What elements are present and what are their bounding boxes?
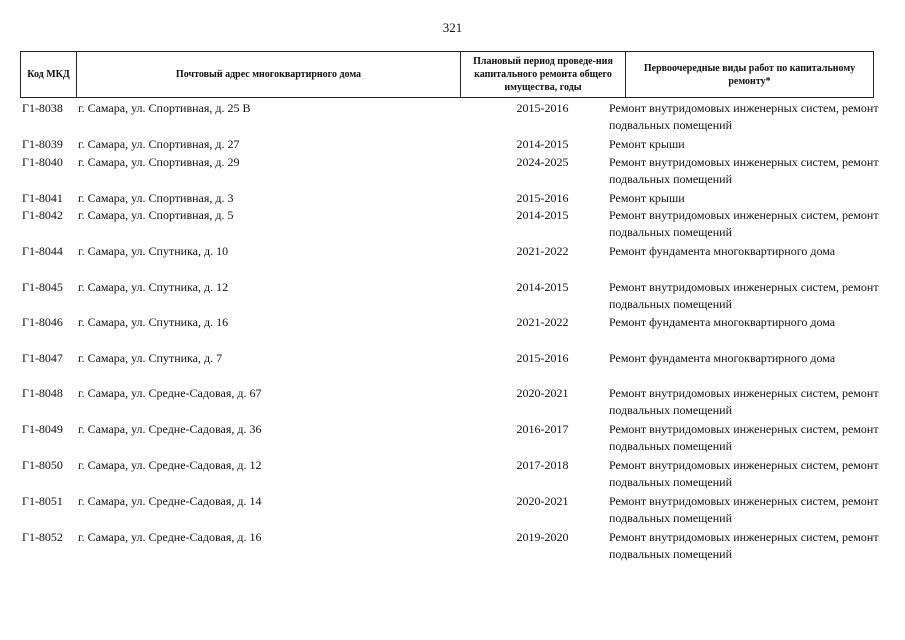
row-address: г. Самара, ул. Средне-Садовая, д. 67: [78, 386, 262, 400]
row-code: Г1-8052: [22, 530, 63, 544]
row-works: Ремонт внутридомовых инженерных систем, ремонт подвальных помещений: [609, 494, 879, 525]
row-address: г. Самара, ул. Спутника, д. 7: [78, 351, 223, 365]
row-code: Г1-8045: [22, 280, 63, 294]
row-period: 2015-2016: [516, 351, 569, 365]
row-works: Ремонт крыши: [609, 191, 685, 205]
page-number: 321: [442, 20, 463, 35]
row-code: Г1-8047: [22, 351, 63, 365]
row-address: г. Самара, ул. Средне-Садовая, д. 36: [78, 422, 262, 436]
row-works: Ремонт внутридомовых инженерных систем, ремонт подвальных помещений: [609, 458, 879, 489]
row-code: Г1-8051: [22, 494, 63, 508]
row-code: Г1-8050: [22, 458, 63, 472]
row-address: г. Самара, ул. Спутника, д. 16: [78, 315, 229, 329]
row-code: Г1-8039: [22, 137, 63, 151]
row-period: 2014-2015: [516, 137, 569, 151]
row-address: г. Самара, ул. Средне-Садовая, д. 16: [78, 530, 262, 544]
row-code: Г1-8044: [22, 244, 63, 258]
row-works: Ремонт внутридомовых инженерных систем, ремонт подвальных помещений: [609, 530, 879, 561]
row-code: Г1-8048: [22, 386, 63, 400]
row-code: Г1-8041: [22, 191, 63, 205]
row-period: 2014-2015: [516, 280, 569, 294]
row-works: Ремонт внутридомовых инженерных систем, ремонт подвальных помещений: [609, 208, 879, 239]
row-address: г. Самара, ул. Спутника, д. 12: [78, 280, 229, 294]
row-period: 2024-2025: [516, 155, 569, 169]
row-period: 2015-2016: [516, 191, 569, 205]
row-code: Г1-8038: [22, 101, 63, 115]
row-period: 2017-2018: [516, 458, 569, 472]
row-address: г. Самара, ул. Спортивная, д. 29: [78, 155, 240, 169]
row-address: г. Самара, ул. Спортивная, д. 5: [78, 208, 234, 222]
row-address: г. Самара, ул. Средне-Садовая, д. 14: [78, 494, 262, 508]
row-works: Ремонт фундамента многоквартирного дома: [609, 244, 836, 258]
row-period: 2015-2016: [516, 101, 569, 115]
row-works: Ремонт внутридомовых инженерных систем, ремонт подвальных помещений: [609, 386, 879, 417]
row-works: Ремонт внутридомовых инженерных систем, ремонт подвальных помещений: [609, 422, 879, 453]
row-period: 2020-2021: [516, 386, 569, 400]
row-period: 2019-2020: [516, 530, 569, 544]
row-period: 2021-2022: [516, 315, 569, 329]
row-code: Г1-8040: [22, 155, 63, 169]
header-code: Код МКД: [27, 69, 70, 80]
row-works: Ремонт крыши: [609, 137, 685, 151]
row-period: 2021-2022: [516, 244, 569, 258]
row-address: г. Самара, ул. Спортивная, д. 25 В: [78, 101, 251, 115]
row-address: г. Самара, ул. Средне-Садовая, д. 12: [78, 458, 262, 472]
row-code: Г1-8042: [22, 208, 63, 222]
row-period: 2016-2017: [516, 422, 569, 436]
row-period: 2014-2015: [516, 208, 569, 222]
row-works: Ремонт фундамента многоквартирного дома: [609, 315, 836, 329]
header-period: Плановый период проведе-ния капитального ремонта общего имущества, годы: [460, 52, 625, 97]
row-works: Ремонт фундамента многоквартирного дома: [609, 351, 836, 365]
row-address: г. Самара, ул. Спортивная, д. 3: [78, 191, 234, 205]
row-code: Г1-8049: [22, 422, 63, 436]
row-code: Г1-8046: [22, 315, 63, 329]
header-works: Первоочередные виды работ по капитальному ремонту*: [625, 52, 873, 97]
header-address: Почтовый адрес многоквартирного дома: [76, 52, 460, 97]
row-address: г. Самара, ул. Спортивная, д. 27: [78, 137, 240, 151]
row-works: Ремонт внутридомовых инженерных систем, ремонт подвальных помещений: [609, 101, 879, 132]
row-address: г. Самара, ул. Спутника, д. 10: [78, 244, 229, 258]
row-works: Ремонт внутридомовых инженерных систем, ремонт подвальных помещений: [609, 155, 879, 186]
row-works: Ремонт внутридомовых инженерных систем, ремонт подвальных помещений: [609, 280, 879, 311]
row-period: 2020-2021: [516, 494, 569, 508]
table-header: [20, 51, 874, 98]
